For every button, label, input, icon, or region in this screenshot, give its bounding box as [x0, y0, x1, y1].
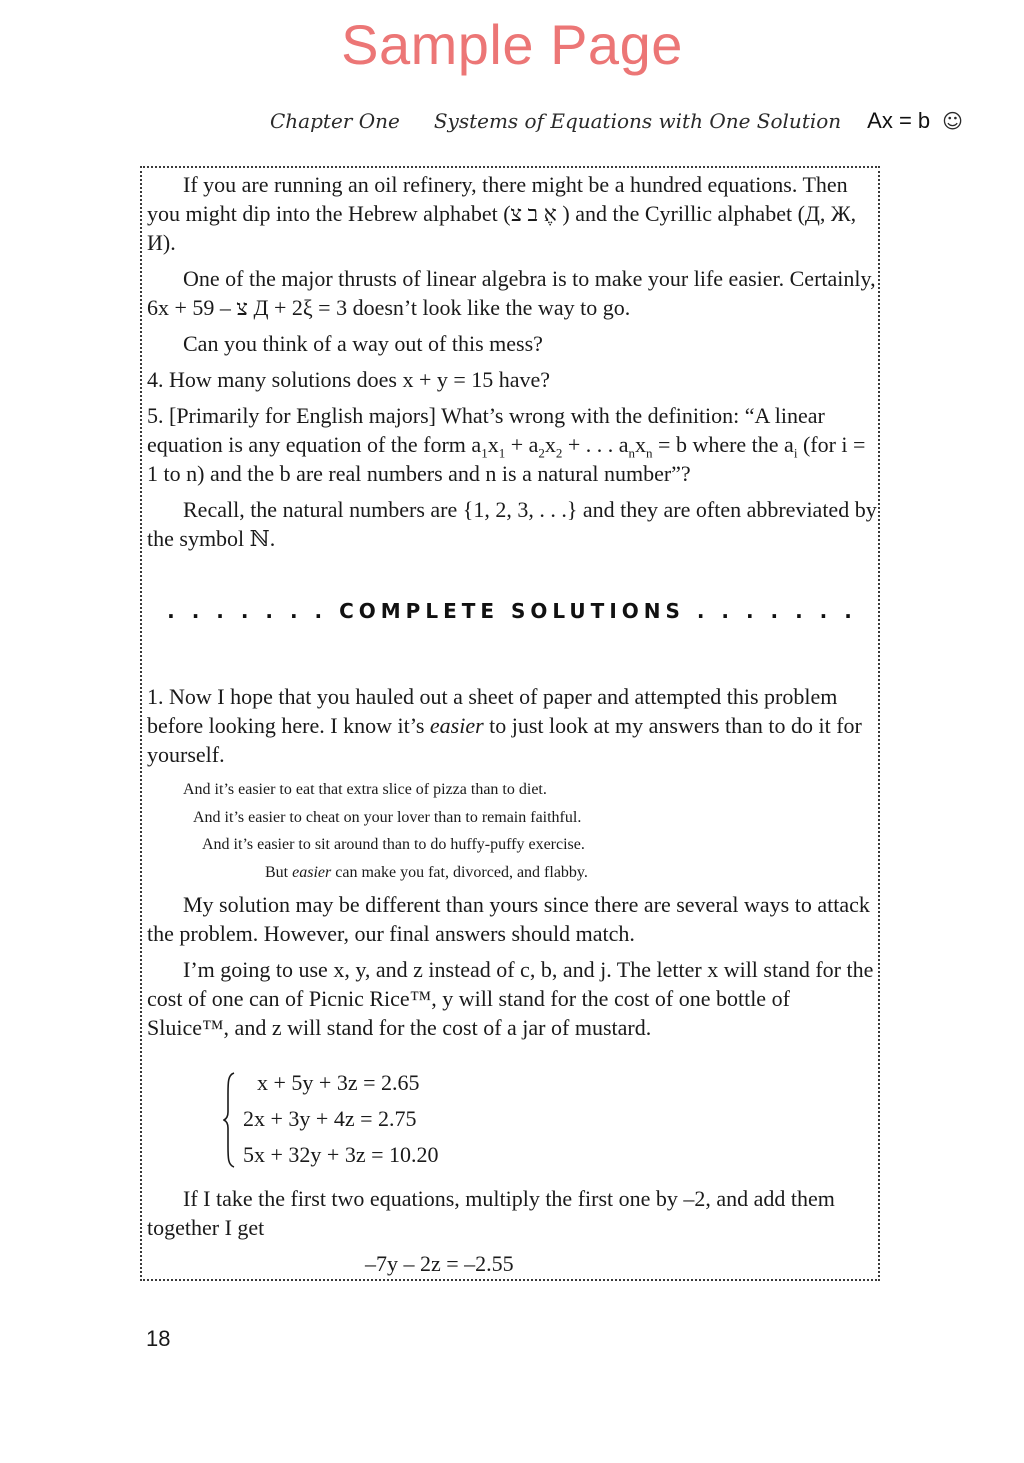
verse-line: And it’s easier to cheat on your lover than to remain faithful. [193, 808, 582, 826]
subscript: n [628, 445, 636, 461]
easier-verse [147, 776, 877, 886]
q5-text: + a [505, 432, 539, 457]
page-content [147, 170, 877, 1285]
equation-1: x + 5y + 3z = 2.65 [257, 1070, 420, 1095]
paragraph-solution-different: My solution may be different than yours since there are several ways to attack the problem. However, our final answers should match. [147, 892, 870, 946]
verse-line: And it’s easier to eat that extra slice of pizza than to diet. [183, 781, 547, 798]
watermark: Sample Page [341, 13, 683, 76]
paragraph-natural-numbers: Recall, the natural numbers are {1, 2, 3, . . .} and they are often abbreviated by the symbol ℕ. [147, 497, 877, 551]
q5-text: (for i = 1 to n) and the b are real numbers and n is a natural number”? [147, 432, 866, 486]
page-number: 18 [146, 1326, 171, 1351]
running-head [270, 108, 963, 144]
paragraph-oil-refinery: If you are running an oil refinery, there might be a hundred equations. Then you might dip into the Hebrew alphabet (אֶ ב צ ) and the Cyrillic alphabet (Д, Ж, И). [147, 172, 857, 255]
paragraph-mess: Can you think of a way out of this mess? [183, 331, 543, 356]
subscript: 2 [538, 445, 545, 461]
q5-text: = b where the a [652, 432, 794, 457]
q5-text: x [635, 432, 647, 457]
question-4: 4. How many solutions does x + y = 15 have? [147, 367, 551, 392]
verse-line: And it’s easier to sit around than to do huffy-puffy exercise. [202, 836, 585, 853]
q5-text: 5. [Primarily for English majors] What’s wrong with the definition: “A linear equation is any equation of the form a [147, 403, 825, 457]
paragraph-variables: I’m going to use x, y, and z instead of c, b, and j. The letter x will stand for the cost of one can of Picnic Rice™, y will stand for the cost of one bottle of Sluice™, and z will stand for the cost of a jar of mustard. [147, 957, 874, 1040]
complete-solutions-heading: . . . . . . . COMPLETE SOLUTIONS . . . . . . . [167, 599, 857, 623]
question-5 [147, 401, 877, 488]
equation-system [147, 1068, 877, 1176]
verse-line [147, 859, 877, 887]
result-equation: –7y – 2z = –2.55 [365, 1251, 514, 1276]
verse-text: But [265, 863, 293, 881]
s1-text: to just look at my answers than to do it for yourself. [147, 713, 862, 767]
verse-text: can make you fat, divorced, and flabby. [331, 863, 588, 881]
q5-text: + . . . a [562, 432, 629, 457]
section-title: Systems of Equations with One Solution [433, 109, 842, 133]
q5-text: x [544, 432, 556, 457]
s1-text: 1. Now I hope that you hauled out a sheet of paper and attempted this problem before looking here. I know it’s [147, 684, 838, 738]
chapter-label: Chapter One [270, 109, 400, 133]
subscript: i [793, 445, 798, 461]
paragraph-elimination: If I take the first two equations, multiply the first one by –2, and add them together I get [147, 1186, 835, 1240]
subscript: 1 [481, 445, 488, 461]
equation-2: 2x + 3y + 4z = 2.75 [243, 1106, 417, 1131]
left-brace-icon [223, 1072, 235, 1168]
subscript: 1 [498, 445, 506, 461]
solution-1 [147, 682, 877, 769]
equation-3: 5x + 32y + 3z = 10.20 [243, 1142, 439, 1167]
header-formula: Ax = b [867, 108, 931, 133]
smiley-icon: ☺ [942, 109, 964, 133]
verse-emphasis: easier [292, 863, 332, 881]
subscript: n [646, 445, 653, 461]
paragraph-linear-algebra: One of the major thrusts of linear algebra is to make your life easier. Certainly, 6x + 5צ – 9 Д + 2ξ = 3 doesn’t look like the way to go. [147, 266, 876, 320]
q5-text: x [487, 432, 499, 457]
subscript: 2 [555, 445, 563, 461]
s1-emphasis: easier [429, 713, 484, 738]
